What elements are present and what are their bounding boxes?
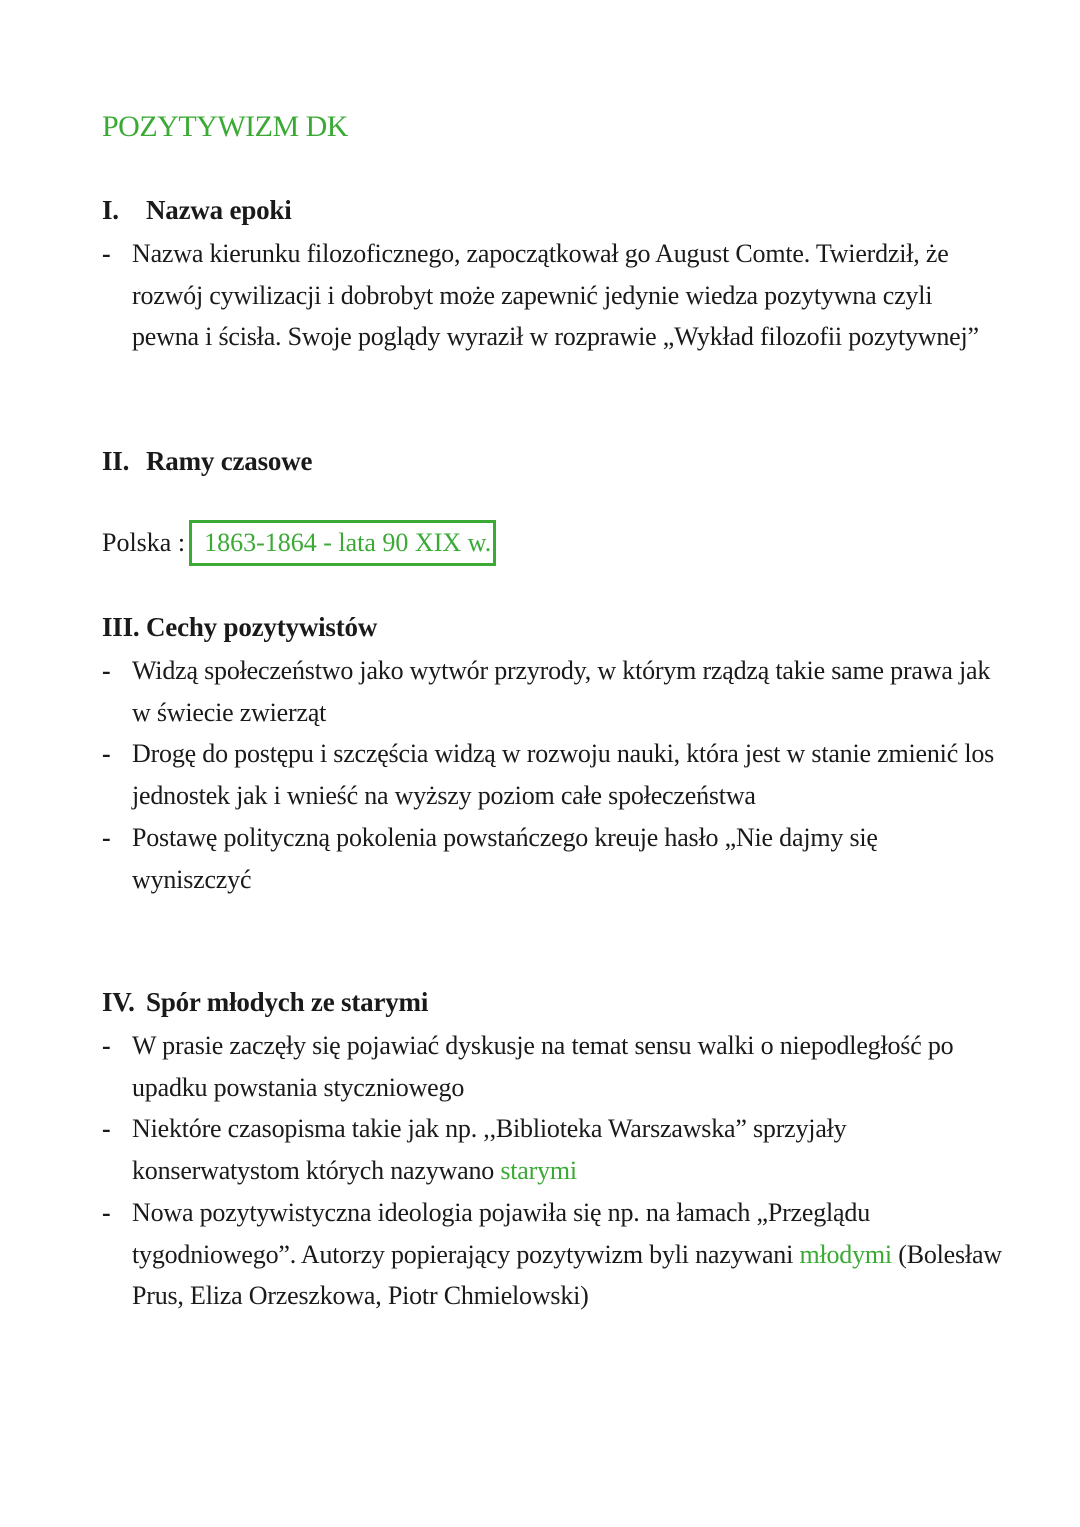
list-item <box>102 650 1002 733</box>
dash-marker: - <box>102 1114 111 1144</box>
list-item <box>102 1108 1002 1191</box>
time-frame-range: 1863-1864 - lata 90 XIX w. <box>189 520 496 566</box>
dash-marker: - <box>102 656 111 685</box>
list-item-text: Widzą społeczeństwo jako wytwór przyrody, w którym rządzą takie same prawa jak w świecie zwierząt <box>132 656 991 727</box>
time-frame-row <box>102 520 496 566</box>
section-list-cechy-pozytywistow <box>102 650 1002 900</box>
list-item <box>102 733 1002 816</box>
dash-marker: - <box>102 1197 111 1227</box>
dash-marker: - <box>102 239 111 268</box>
section-title: Cechy pozytywistów <box>146 612 378 642</box>
highlight-mlodymi: młodymi <box>799 1239 892 1269</box>
section-heading-ramy-czasowe <box>102 446 312 477</box>
section-list-nazwa-epoki <box>102 233 1002 358</box>
section-heading-spor-mlodych <box>102 987 428 1018</box>
list-item <box>102 817 1002 900</box>
list-item-text: Postawę polityczną pokolenia powstańczego kreuje hasło „Nie dajmy się wyniszczyć <box>132 822 878 894</box>
dash-marker: - <box>102 822 111 852</box>
list-item-text: W prasie zaczęły się pojawiać dyskusje na temat sensu walki o niepodległość po upadku powstania styczniowego <box>132 1031 954 1102</box>
list-item-text: Niektóre czasopisma takie jak np. ,,Biblioteka Warszawska” sprzyjały konserwatystom których nazywano <box>132 1114 847 1186</box>
section-title: Ramy czasowe <box>146 446 313 476</box>
time-frame-label: Polska : <box>102 528 186 557</box>
section-number: I. <box>102 195 119 225</box>
list-item <box>102 233 1002 358</box>
section-number: IV. <box>102 987 135 1017</box>
list-item-text: Nazwa kierunku filozoficznego, zapoczątkował go August Comte. Twierdził, że rozwój cywilizacji i dobrobyt może zapewnić jedynie wiedza pozytywna czyli pewna i ścisła. Swoje poglądy wyraził w rozprawie „Wykład filozofii pozytywnej” <box>132 239 979 352</box>
section-heading-cechy-pozytywistow <box>102 612 377 643</box>
list-item-text: Nowa pozytywistyczna ideologia pojawiła się np. na łamach „Przeglądu tygodniowego”. Autorzy popierający pozytywizm byli nazywani <box>132 1197 870 1269</box>
section-number: III. <box>102 612 140 642</box>
list-item-text: Drogę do postępu i szczęścia widzą w rozwoju nauki, która jest w stanie zmienić los jednostek jak i wnieść na wyższy poziom całe społeczeństwa <box>132 739 995 811</box>
section-number: II. <box>102 446 130 476</box>
list-item <box>102 1025 1002 1108</box>
section-list-spor-mlodych <box>102 1025 1002 1317</box>
section-heading-nazwa-epoki <box>102 195 292 226</box>
dash-marker: - <box>102 1031 111 1060</box>
section-title: Nazwa epoki <box>146 195 292 225</box>
section-title: Spór młodych ze starymi <box>146 987 429 1017</box>
list-item-text-after: (Bolesław Prus, Eliza Orzeszkowa, Piotr Chmielowski) <box>132 1239 1002 1311</box>
list-item <box>102 1192 1002 1317</box>
document-title: POZYTYWIZM DK <box>102 110 348 143</box>
dash-marker: - <box>102 739 111 769</box>
highlight-starymi: starymi <box>500 1156 577 1186</box>
